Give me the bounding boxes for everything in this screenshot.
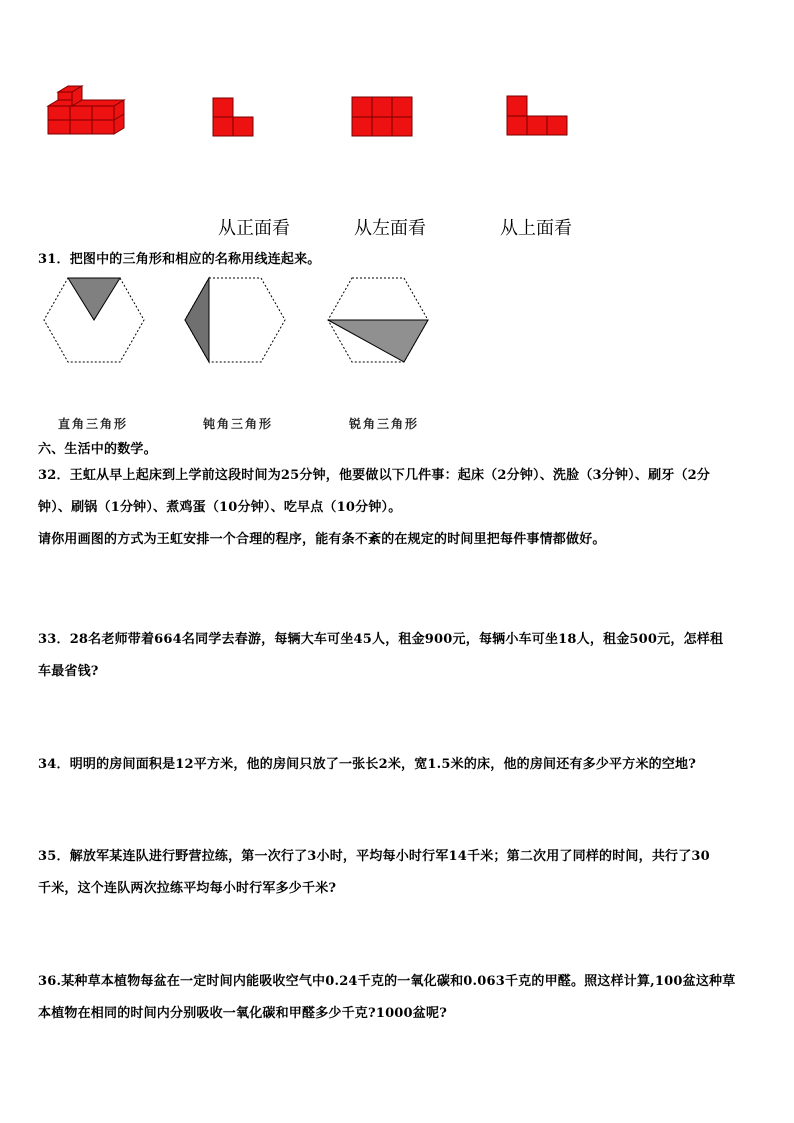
hexagon-right-triangle-figure <box>40 274 150 364</box>
question-34 <box>38 749 758 781</box>
cube-solid-figure <box>44 82 134 152</box>
question-35-line-1: 35．解放军某连队进行野营拉练，第一次行了3小时，平均每小时行军14千米；第二次用了同样的时间，共行了30 <box>38 849 710 864</box>
top-view-figure <box>506 95 576 145</box>
top-view-label: 从上面看 <box>500 218 572 239</box>
question-36 <box>38 966 758 1030</box>
question-31-text: 31．把图中的三角形和相应的名称用线连起来。 <box>38 252 321 267</box>
question-32-line-2: 钟）、刷锅（1分钟）、煮鸡蛋（10分钟）、吃早点（10分钟）。 <box>38 500 402 515</box>
label-obtuse-triangle: 钝角三角形 <box>203 417 274 431</box>
question-33-line-1: 33．28名老师带着664名同学去春游，每辆大车可坐45人，租金900元，每辆小车可坐18人，租金500元，怎样租 <box>38 632 724 647</box>
label-acute-triangle: 锐角三角形 <box>349 417 420 431</box>
question-32-line-1: 32．王虹从早上起床到上学前这段时间为25分钟，他要做以下几件事：起床（2分钟）、洗脸（3分钟）、刷牙（2分 <box>38 468 711 483</box>
question-36-line-2: 本植物在相同的时间内分别吸收一氧化碳和甲醛多少千克?1000盆呢? <box>38 1006 448 1021</box>
left-view-label: 从左面看 <box>354 218 426 239</box>
hexagon-acute-triangle-figure <box>326 274 436 364</box>
front-view-label: 从正面看 <box>218 218 290 239</box>
section-6-title: 六、生活中的数学。 <box>38 442 157 457</box>
question-32 <box>38 460 758 556</box>
question-35 <box>38 841 758 905</box>
hexagon-obtuse-triangle-figure <box>183 274 293 364</box>
question-36-line-1: 36.某种草本植物每盆在一定时间内能吸收空气中0.24千克的一氧化碳和0.063千克的甲醛。照这样计算,100盆这种草 <box>38 974 736 989</box>
front-view-figure <box>212 97 262 147</box>
question-31 <box>38 244 758 276</box>
question-35-line-2: 千米，这个连队两次拉练平均每小时行军多少千米? <box>38 881 337 896</box>
question-33-line-2: 车最省钱? <box>38 664 99 679</box>
question-33 <box>38 624 758 688</box>
question-34-line-1: 34．明明的房间面积是12平方米，他的房间只放了一张长2米，宽1.5米的床，他的房间还有多少平方米的空地? <box>38 757 697 772</box>
label-right-triangle: 直角三角形 <box>58 417 129 431</box>
left-view-figure <box>351 96 421 146</box>
question-32-line-3: 请你用画图的方式为王虹安排一个合理的程序，能有条不紊的在规定的时间里把每件事情都做好。 <box>38 532 606 547</box>
